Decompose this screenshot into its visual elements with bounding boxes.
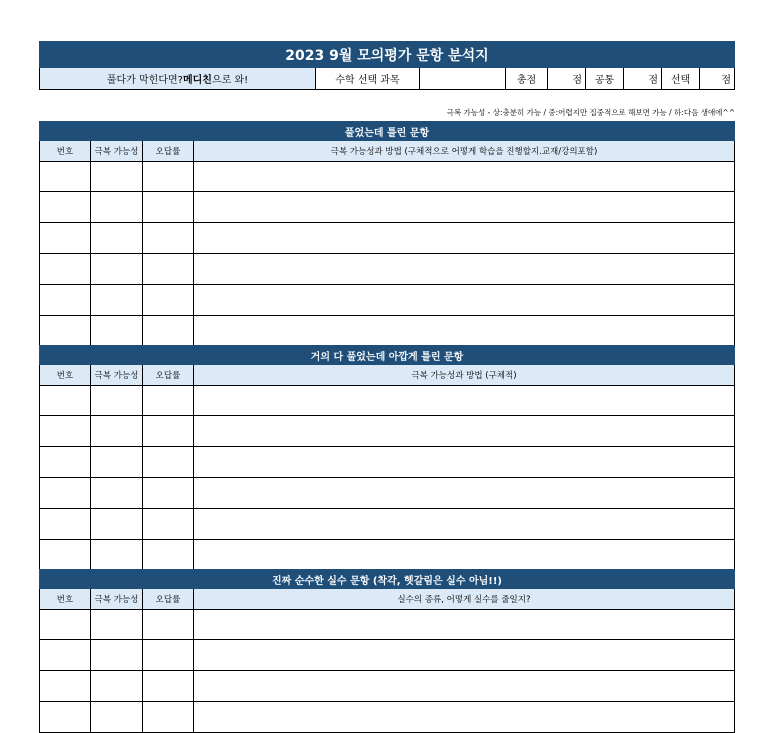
rows bbox=[39, 161, 735, 347]
cell-method[interactable] bbox=[194, 509, 734, 539]
promo-brand: 메디친 bbox=[182, 75, 212, 86]
section-heading: 풀었는데 틀린 문항 bbox=[39, 121, 735, 141]
cell-possibility[interactable] bbox=[91, 702, 143, 732]
table-row bbox=[39, 609, 735, 640]
cell-possibility[interactable] bbox=[91, 478, 143, 508]
sheet-title: 2023 9월 모의평가 문항 분석지 bbox=[39, 41, 735, 68]
common-label: 공통 bbox=[586, 68, 624, 89]
subject-label: 수학 선택 과목 bbox=[316, 68, 420, 89]
promo-suffix: 으로 와! bbox=[211, 75, 249, 86]
cell-error-rate[interactable] bbox=[143, 162, 194, 191]
cell-method[interactable] bbox=[194, 671, 734, 701]
cell-number[interactable] bbox=[40, 192, 91, 222]
cell-method[interactable] bbox=[194, 254, 734, 284]
cell-method[interactable] bbox=[194, 223, 734, 253]
elective-score-cell[interactable]: 점 bbox=[721, 75, 731, 86]
col-error-rate: 오답률 bbox=[143, 141, 194, 161]
promo-prefix: 풀다가 막힌다면? bbox=[106, 75, 183, 86]
cell-method[interactable] bbox=[194, 386, 734, 415]
section-pure-mistake bbox=[39, 569, 735, 733]
cell-number[interactable] bbox=[40, 447, 91, 477]
rows bbox=[39, 385, 735, 571]
cell-error-rate[interactable] bbox=[143, 316, 194, 346]
cell-method[interactable] bbox=[194, 640, 734, 670]
cell-possibility[interactable] bbox=[91, 162, 143, 191]
subject-input-cell[interactable] bbox=[420, 68, 506, 89]
cell-error-rate[interactable] bbox=[143, 285, 194, 315]
table-row bbox=[39, 640, 735, 671]
cell-method[interactable] bbox=[194, 162, 734, 191]
cell-possibility[interactable] bbox=[91, 509, 143, 539]
cell-number[interactable] bbox=[40, 610, 91, 639]
cell-number[interactable] bbox=[40, 478, 91, 508]
table-row bbox=[39, 478, 735, 509]
column-header-row bbox=[39, 365, 735, 385]
table-row bbox=[39, 161, 735, 192]
cell-number[interactable] bbox=[40, 285, 91, 315]
col-error-rate: 오답률 bbox=[143, 365, 194, 385]
table-row bbox=[39, 702, 735, 733]
cell-error-rate[interactable] bbox=[143, 540, 194, 570]
rows bbox=[39, 609, 735, 733]
cell-error-rate[interactable] bbox=[143, 671, 194, 701]
analysis-sheet bbox=[39, 41, 735, 605]
table-row bbox=[39, 540, 735, 571]
cell-number[interactable] bbox=[40, 671, 91, 701]
table-row bbox=[39, 509, 735, 540]
section-heading: 거의 다 풀었는데 아깝게 틀린 문항 bbox=[39, 345, 735, 365]
cell-method[interactable] bbox=[194, 285, 734, 315]
cell-number[interactable] bbox=[40, 509, 91, 539]
cell-error-rate[interactable] bbox=[143, 192, 194, 222]
col-number: 번호 bbox=[40, 365, 91, 385]
cell-number[interactable] bbox=[40, 386, 91, 415]
cell-error-rate[interactable] bbox=[143, 478, 194, 508]
cell-possibility[interactable] bbox=[91, 447, 143, 477]
cell-possibility[interactable] bbox=[91, 610, 143, 639]
cell-number[interactable] bbox=[40, 254, 91, 284]
col-possibility: 극복 가능성 bbox=[91, 365, 143, 385]
total-label: 총점 bbox=[506, 68, 548, 89]
col-error-rate: 오답률 bbox=[143, 589, 194, 609]
cell-number[interactable] bbox=[40, 702, 91, 732]
cell-error-rate[interactable] bbox=[143, 223, 194, 253]
cell-error-rate[interactable] bbox=[143, 447, 194, 477]
cell-number[interactable] bbox=[40, 540, 91, 570]
cell-method[interactable] bbox=[194, 192, 734, 222]
column-header-row bbox=[39, 589, 735, 609]
cell-possibility[interactable] bbox=[91, 254, 143, 284]
cell-error-rate[interactable] bbox=[143, 254, 194, 284]
col-possibility: 극복 가능성 bbox=[91, 141, 143, 161]
table-row bbox=[39, 254, 735, 285]
col-number: 번호 bbox=[40, 141, 91, 161]
col-number: 번호 bbox=[40, 589, 91, 609]
cell-possibility[interactable] bbox=[91, 285, 143, 315]
difficulty-legend: 극복 가능성 - 상:충분히 가능 / 중:어렵지만 집중적으로 해보면 가능 / 하:다음 생애에^^ bbox=[446, 108, 735, 117]
cell-number[interactable] bbox=[40, 162, 91, 191]
common-score-cell[interactable]: 점 bbox=[624, 68, 662, 89]
cell-possibility[interactable] bbox=[91, 316, 143, 346]
table-row bbox=[39, 385, 735, 416]
cell-number[interactable] bbox=[40, 223, 91, 253]
cell-possibility[interactable] bbox=[91, 540, 143, 570]
cell-number[interactable] bbox=[40, 416, 91, 446]
col-mistake-type: 실수의 종류, 어떻게 실수를 줄일지? bbox=[397, 595, 531, 605]
total-score-cell[interactable]: 점 bbox=[548, 68, 586, 89]
cell-method[interactable] bbox=[194, 447, 734, 477]
column-header-row bbox=[39, 141, 735, 161]
cell-error-rate[interactable] bbox=[143, 416, 194, 446]
cell-number[interactable] bbox=[40, 316, 91, 346]
cell-possibility[interactable] bbox=[91, 640, 143, 670]
cell-possibility[interactable] bbox=[91, 671, 143, 701]
section-wrong-solved bbox=[39, 121, 735, 347]
table-row bbox=[39, 223, 735, 254]
cell-method[interactable] bbox=[194, 540, 734, 570]
cell-error-rate[interactable] bbox=[143, 702, 194, 732]
elective-label: 선택 bbox=[662, 68, 700, 89]
col-possibility: 극복 가능성 bbox=[91, 589, 143, 609]
cell-possibility[interactable] bbox=[91, 192, 143, 222]
table-row bbox=[39, 416, 735, 447]
section-almost-solved bbox=[39, 345, 735, 571]
cell-error-rate[interactable] bbox=[143, 386, 194, 415]
cell-error-rate[interactable] bbox=[143, 610, 194, 639]
promo-cell bbox=[40, 68, 316, 89]
col-method: 극복 가능성과 방법 (구체적으로 어떻게 학습을 진행할지.교재/강의포함) bbox=[330, 147, 598, 157]
cell-method[interactable] bbox=[194, 610, 734, 639]
table-row bbox=[39, 316, 735, 347]
cell-error-rate[interactable] bbox=[143, 509, 194, 539]
table-row bbox=[39, 192, 735, 223]
cell-error-rate[interactable] bbox=[143, 640, 194, 670]
section-heading: 진짜 순수한 실수 문항 (착각, 헷갈림은 실수 아님!!) bbox=[39, 569, 735, 589]
cell-possibility[interactable] bbox=[91, 416, 143, 446]
table-row bbox=[39, 447, 735, 478]
cell-possibility[interactable] bbox=[91, 223, 143, 253]
cell-method[interactable] bbox=[194, 416, 734, 446]
cell-method[interactable] bbox=[194, 316, 734, 346]
col-method: 극복 가능성과 방법 (구체적) bbox=[411, 371, 517, 381]
cell-number[interactable] bbox=[40, 640, 91, 670]
cell-possibility[interactable] bbox=[91, 386, 143, 415]
table-row bbox=[39, 671, 735, 702]
cell-method[interactable] bbox=[194, 702, 734, 732]
table-row bbox=[39, 285, 735, 316]
info-row bbox=[39, 68, 735, 90]
cell-method[interactable] bbox=[194, 478, 734, 508]
